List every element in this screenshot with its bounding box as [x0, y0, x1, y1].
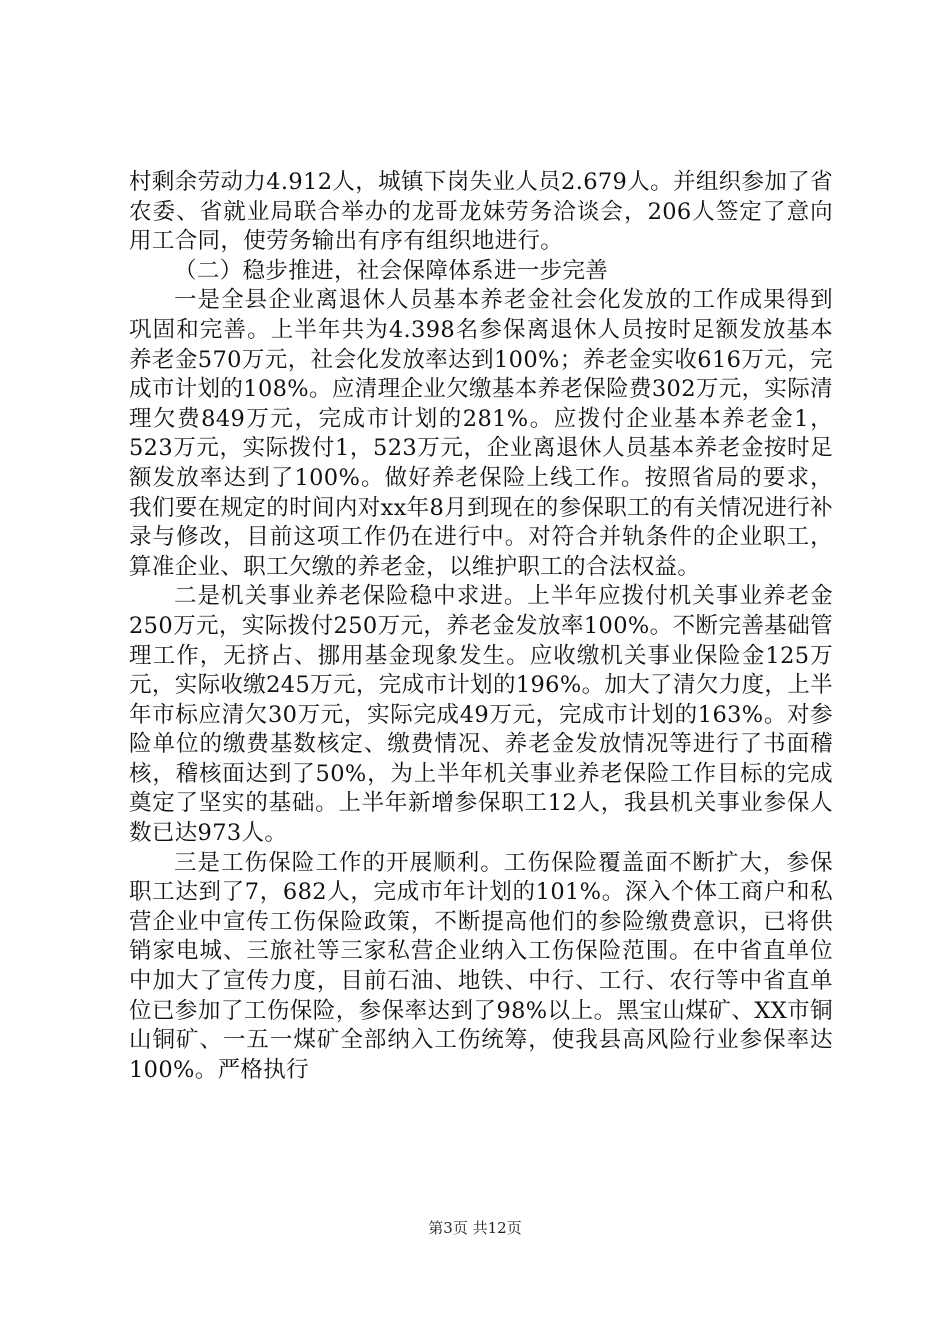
- paragraph-work-injury-insurance: 三是工伤保险工作的开展顺利。工伤保险覆盖面不断扩大，参保职工达到了7，682人，完成市年计划的101%。深入个体工商户和私营企业中宣传工伤保险政策，不断提高他们的参险缴费意识，已将供销家电城、三旅社等三家私营企业纳入工伤保险范围。在中省直单位中加大了宣传力度，目前石油、地铁、中行、工行、农行等中省直单位已参加了工伤保险，参保率达到了98%以上。黑宝山煤矿、XX市铜山铜矿、一五一煤矿全部纳入工伤统筹，使我县高风险行业参保率达100%。严格执行: [129, 849, 833, 1083]
- document-body: [129, 168, 833, 1085]
- paragraph-enterprise-pension: 一是全县企业离退休人员基本养老金社会化发放的工作成果得到巩固和完善。上半年共为4.398名参保离退休人员按时足额发放基本养老金570万元，社会化发放率达到100%；养老金实收616万元，完成市计划的108%。应清理企业欠缴基本养老保险费302万元，实际清理欠费849万元，完成市计划的281%。应拨付企业基本养老金1，523万元，实际拨付1，523万元，企业离退休人员基本养老金按时足额发放率达到了100%。做好养老保险上线工作。按照省局的要求，我们要在规定的时间内对xx年8月到现在的参保职工的有关情况进行补录与修改，目前这项工作仍在进行中。对符合并轨条件的企业职工，算准企业、职工欠缴的养老金，以维护职工的合法权益。: [129, 287, 833, 580]
- page-number-footer: 第3页 共12页: [428, 1219, 522, 1237]
- paragraph-institution-pension: 二是机关事业养老保险稳中求进。上半年应拨付机关事业养老金250万元，实际拨付250万元，养老金发放率100%。不断完善基础管理工作，无挤占、挪用基金现象发生。应收缴机关事业保险金125万元，实际收缴245万元，完成市计划的196%。加大了清欠力度，上半年市标应清欠30万元，实际完成49万元，完成市计划的163%。对参险单位的缴费基数核定、缴费情况、养老金发放情况等进行了书面稽核，稽核面达到了50%，为上半年机关事业养老保险工作目标的完成奠定了坚实的基础。上半年新增参保职工12人，我县机关事业参保人数已达973人。: [129, 583, 833, 847]
- paragraph-continuation: 村剩余劳动力4.912人，城镇下岗失业人员2.679人。并组织参加了省农委、省就业局联合举办的龙哥龙妹劳务洽谈会，206人签定了意向用工合同，使劳务输出有序有组织地进行。: [129, 169, 833, 255]
- section-heading: （二）稳步推进，社会保障体系进一步完善: [174, 257, 609, 284]
